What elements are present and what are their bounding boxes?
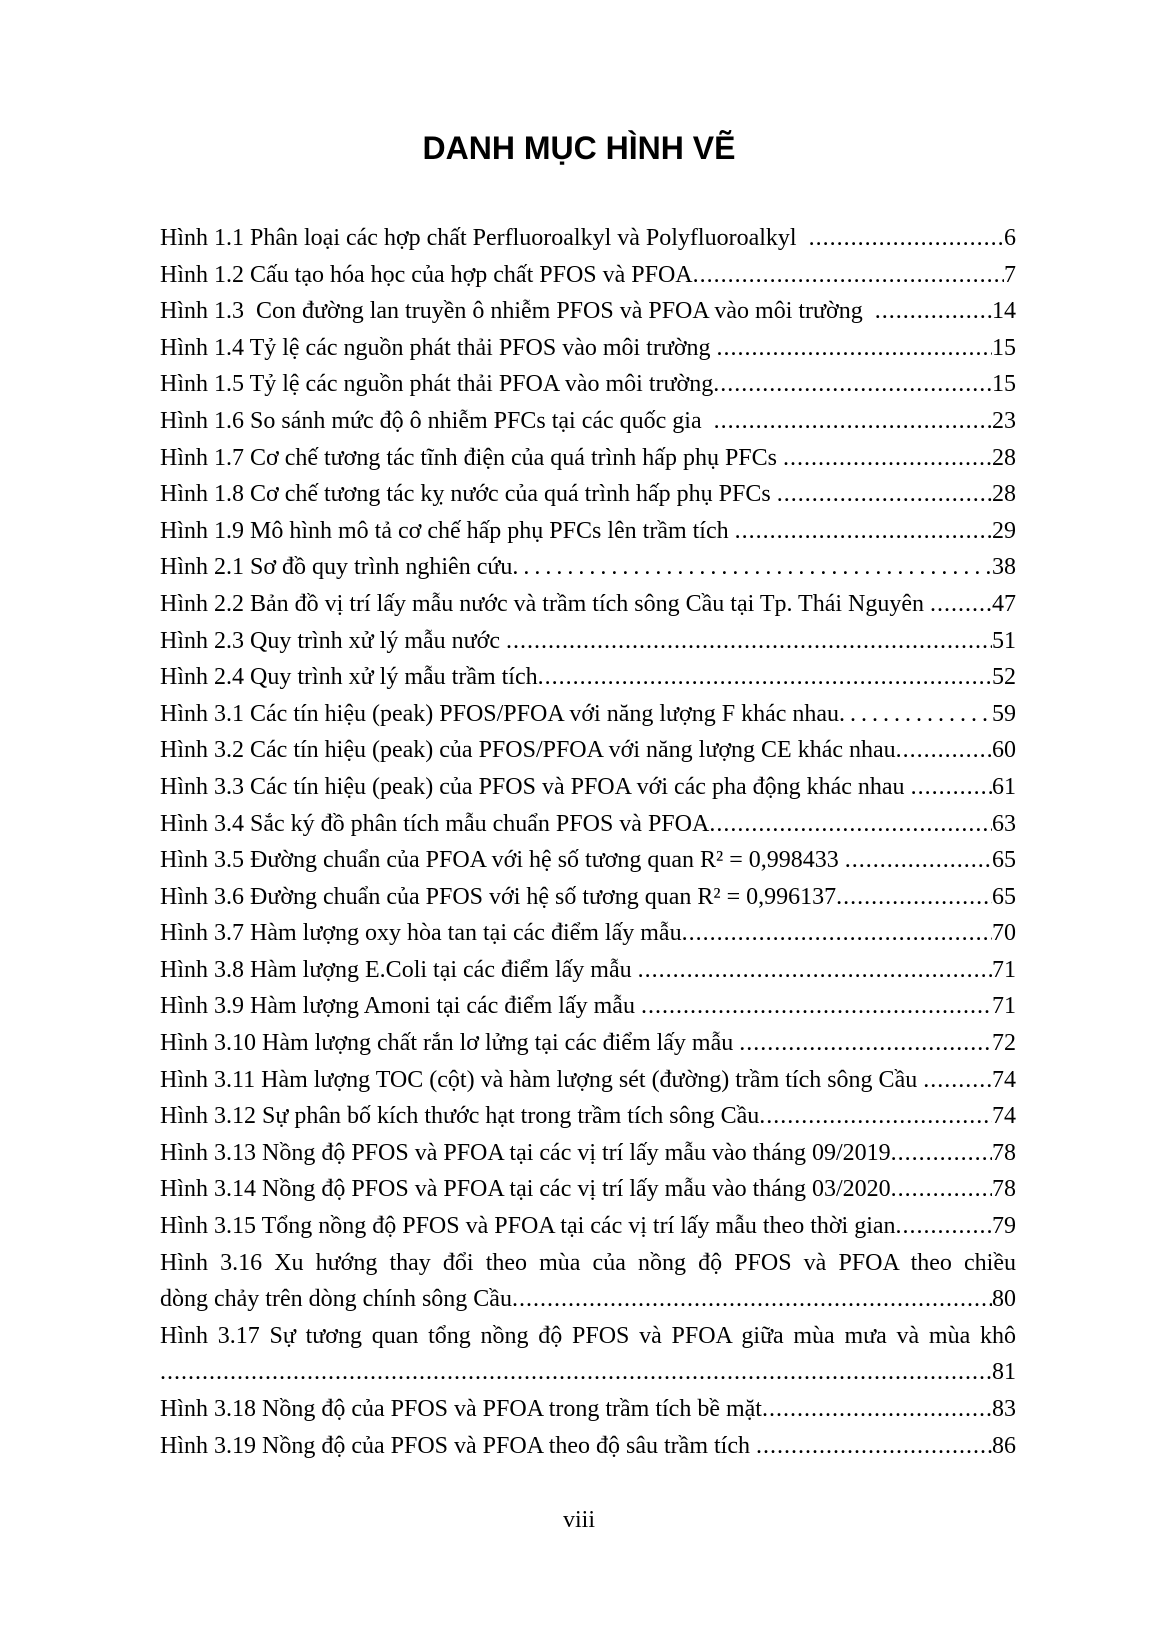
toc-entry — [160, 696, 1016, 733]
toc-entry — [160, 1025, 1016, 1062]
toc-entry-page-number: 86 — [992, 1432, 1016, 1459]
dot-leader — [911, 769, 992, 806]
dot-leader — [160, 1354, 992, 1391]
toc-entry-page-number: 74 — [992, 1066, 1016, 1093]
toc-entry — [160, 549, 1016, 586]
toc-entry-page-number: 65 — [992, 883, 1016, 910]
page-title: DANH MỤC HÌNH VẼ — [422, 130, 736, 166]
dot-leader — [735, 513, 992, 550]
toc-entry-page-number: 14 — [992, 298, 1016, 325]
toc-entry-text: Hình 3.6 Đường chuẩn của PFOS với hệ số tương quan R² = 0,996137 — [160, 883, 837, 910]
toc-entry-page-number: 28 — [992, 444, 1016, 471]
toc-entry — [160, 1354, 1016, 1391]
toc-entry-page-number: 81 — [992, 1359, 1016, 1386]
dot-leader — [923, 1062, 992, 1099]
toc-entry — [160, 440, 1016, 477]
toc-entry — [160, 659, 1016, 696]
toc-entry — [160, 879, 1016, 916]
toc-entry-text: Hình 2.2 Bản đồ vị trí lấy mẫu nước và trầm tích sông Cầu tại Tp. Thái Nguyên — [160, 590, 931, 617]
toc-entry — [160, 403, 1016, 440]
dot-leader — [839, 696, 992, 733]
toc-entry — [160, 623, 1016, 660]
toc-entry-page-number: 78 — [992, 1139, 1016, 1166]
toc-entry-page-number: 23 — [992, 407, 1016, 434]
toc-entry — [160, 1171, 1016, 1208]
toc-entry-text: Hình 2.3 Quy trình xử lý mẫu nước — [160, 627, 507, 654]
toc-entry — [160, 1135, 1016, 1172]
toc-entry-text: Hình 3.16 Xu hướng thay đổi theo mùa của nồng độ PFOS và PFOA theo chiều — [160, 1249, 1016, 1276]
toc-entry-text: Hình 3.5 Đường chuẩn của PFOA với hệ số tương quan R² = 0,998433 — [160, 847, 845, 874]
toc-entry — [160, 257, 1016, 294]
toc-entry-page-number: 61 — [992, 773, 1016, 800]
toc-entry-text: Hình 3.19 Nồng độ của PFOS và PFOA theo độ sâu trầm tích — [160, 1432, 756, 1459]
toc-entry-page-number: 15 — [992, 334, 1016, 361]
dot-leader — [783, 440, 992, 477]
toc-entry-text: Hình 1.9 Mô hình mô tả cơ chế hấp phụ PFCs lên trầm tích — [160, 517, 735, 544]
toc-entry-page-number: 65 — [992, 847, 1016, 874]
toc-entry-text: dòng chảy trên dòng chính sông Cầu — [160, 1286, 512, 1313]
toc-entry-text: Hình 1.6 So sánh mức độ ô nhiễm PFCs tại các quốc gia — [160, 407, 714, 434]
dot-leader — [638, 952, 992, 989]
toc-entry-text: Hình 3.12 Sự phân bố kích thước hạt trong trầm tích sông Cầu — [160, 1103, 760, 1130]
dot-leader — [512, 1281, 992, 1318]
toc-entry-text: Hình 2.4 Quy trình xử lý mẫu trầm tích — [160, 664, 538, 691]
dot-leader — [714, 403, 992, 440]
toc-entry-page-number: 78 — [992, 1176, 1016, 1203]
toc-entry-page-number: 51 — [992, 627, 1016, 654]
toc-entry-text: Hình 3.2 Các tín hiệu (peak) của PFOS/PFOA với năng lượng CE khác nhau — [160, 737, 896, 764]
toc-entry — [160, 513, 1016, 550]
dot-leader — [809, 220, 1004, 257]
toc-entry-text: Hình 3.18 Nồng độ của PFOS và PFOA trong trầm tích bề mặt — [160, 1396, 762, 1422]
toc-entry-page-number: 72 — [992, 1030, 1016, 1057]
dot-leader — [896, 1208, 992, 1245]
toc-entry-text: Hình 3.1 Các tín hiệu (peak) PFOS/PFOA với năng lượng F khác nhau — [160, 700, 840, 727]
toc-entry-text: Hình 3.9 Hàm lượng Amoni tại các điểm lấy mẫu — [160, 993, 641, 1020]
toc-entry — [160, 732, 1016, 769]
toc-entry — [160, 220, 1016, 257]
toc-entry — [160, 769, 1016, 806]
toc-entry-page-number: 52 — [992, 664, 1016, 691]
toc-entry-page-number: 71 — [992, 993, 1016, 1020]
toc-entry-text: Hình 3.11 Hàm lượng TOC (cột) và hàm lượng sét (đường) trầm tích sông Cầu — [160, 1066, 924, 1093]
toc-entry — [160, 366, 1016, 403]
toc-entry-page-number: 6 — [1004, 225, 1016, 251]
toc-entry — [160, 1428, 1016, 1465]
toc-entry — [160, 988, 1016, 1025]
toc-entry — [160, 842, 1016, 879]
toc-entry-text: Hình 3.3 Các tín hiệu (peak) của PFOS và PFOA với các pha động khác nhau — [160, 773, 911, 800]
toc-entry-text: Hình 1.7 Cơ chế tương tác tĩnh điện của quá trình hấp phụ PFCs — [160, 444, 783, 471]
dot-leader — [896, 732, 992, 769]
toc-entry-page-number: 71 — [992, 956, 1016, 983]
toc-entry — [160, 330, 1016, 367]
toc-entry-text: Hình 3.8 Hàm lượng E.Coli tại các điểm lấy mẫu — [160, 956, 638, 983]
dot-leader — [891, 1171, 992, 1208]
toc-entry — [160, 1098, 1016, 1135]
page-number: viii — [562, 1507, 595, 1533]
toc-entry-text: Hình 3.14 Nồng độ PFOS và PFOA tại các vị trí lấy mẫu vào tháng 03/2020 — [160, 1176, 891, 1203]
toc-entry-page-number: 80 — [992, 1286, 1016, 1313]
toc-entry-page-number: 74 — [992, 1103, 1016, 1130]
dot-leader — [836, 879, 992, 916]
dot-leader — [641, 988, 992, 1025]
toc-entry-text: Hình 1.8 Cơ chế tương tác kỵ nước của quá trình hấp phụ PFCs — [160, 481, 777, 508]
toc-entry — [160, 806, 1016, 843]
toc-entry-text: Hình 3.17 Sự tương quan tổng nồng độ PFOS và PFOA giữa mùa mưa và mùa khô — [160, 1322, 1016, 1349]
toc-entry-text: Hình 3.7 Hàm lượng oxy hòa tan tại các điểm lấy mẫu — [160, 920, 682, 947]
toc-entry-text: Hình 1.4 Tỷ lệ các nguồn phát thải PFOS vào môi trường — [160, 334, 717, 361]
dot-leader — [759, 1098, 992, 1135]
dot-leader — [713, 366, 992, 403]
toc-entry-page-number: 60 — [992, 737, 1016, 764]
toc-entry — [160, 1281, 1016, 1318]
toc-entry — [160, 586, 1016, 623]
toc-entry — [160, 1062, 1016, 1099]
dot-leader — [875, 293, 992, 330]
toc-entry-page-number: 29 — [992, 517, 1016, 544]
toc-entry-page-number: 28 — [992, 481, 1016, 508]
toc-entry-text: Hình 3.10 Hàm lượng chất rắn lơ lửng tại các điểm lấy mẫu — [160, 1030, 740, 1057]
toc-entry — [160, 1208, 1016, 1245]
toc-entry-text: Hình 3.4 Sắc ký đồ phân tích mẫu chuẩn PFOS và PFOA — [160, 810, 710, 837]
dot-leader — [762, 1391, 992, 1428]
toc-entry-page-number: 83 — [992, 1396, 1016, 1422]
toc-entry-page-number: 38 — [992, 554, 1016, 581]
dot-leader — [845, 842, 992, 879]
toc-entry-text: Hình 3.15 Tổng nồng độ PFOS và PFOA tại các vị trí lấy mẫu theo thời gian — [160, 1213, 896, 1240]
toc-entry-text: Hình 1.5 Tỷ lệ các nguồn phát thải PFOA vào môi trường — [160, 371, 714, 398]
toc-entry-page-number: 15 — [992, 371, 1016, 398]
dot-leader — [756, 1428, 992, 1465]
toc-entry-page-number: 7 — [1004, 261, 1016, 288]
toc-entry — [160, 1391, 1016, 1428]
toc-entry — [160, 476, 1016, 513]
toc-entry-text: Hình 1.3 Con đường lan truyền ô nhiễm PFOS và PFOA vào môi trường — [160, 298, 875, 325]
toc-entry-text: Hình 3.13 Nồng độ PFOS và PFOA tại các vị trí lấy mẫu vào tháng 09/2019 — [160, 1139, 891, 1166]
toc-entry — [160, 1318, 1016, 1355]
dot-leader — [538, 659, 992, 696]
toc-entry-page-number: 70 — [992, 920, 1016, 947]
dot-leader — [930, 586, 992, 623]
toc-entry-page-number: 47 — [992, 590, 1016, 617]
toc-entry-text: Hình 1.1 Phân loại các hợp chất Perfluoroalkyl và Polyfluoroalkyl — [160, 225, 809, 251]
toc-entry — [160, 293, 1016, 330]
dot-leader — [512, 549, 992, 586]
toc-entry — [160, 1245, 1016, 1282]
toc-entry — [160, 915, 1016, 952]
dot-leader — [709, 806, 992, 843]
toc-entry — [160, 952, 1016, 989]
toc-entry-text: Hình 1.2 Cấu tạo hóa học của hợp chất PFOS và PFOA — [160, 261, 693, 288]
dot-leader — [777, 476, 992, 513]
dot-leader — [506, 623, 992, 660]
figure-list — [160, 220, 1016, 1464]
toc-entry-page-number: 63 — [992, 810, 1016, 837]
dot-leader — [693, 257, 1004, 294]
dot-leader — [717, 330, 992, 367]
toc-entry-text: Hình 2.1 Sơ đồ quy trình nghiên cứu — [160, 554, 513, 581]
dot-leader — [739, 1025, 992, 1062]
toc-entry-page-number: 59 — [992, 700, 1016, 727]
toc-entry-page-number: 79 — [992, 1213, 1016, 1240]
dot-leader — [682, 915, 992, 952]
dot-leader — [891, 1135, 992, 1172]
